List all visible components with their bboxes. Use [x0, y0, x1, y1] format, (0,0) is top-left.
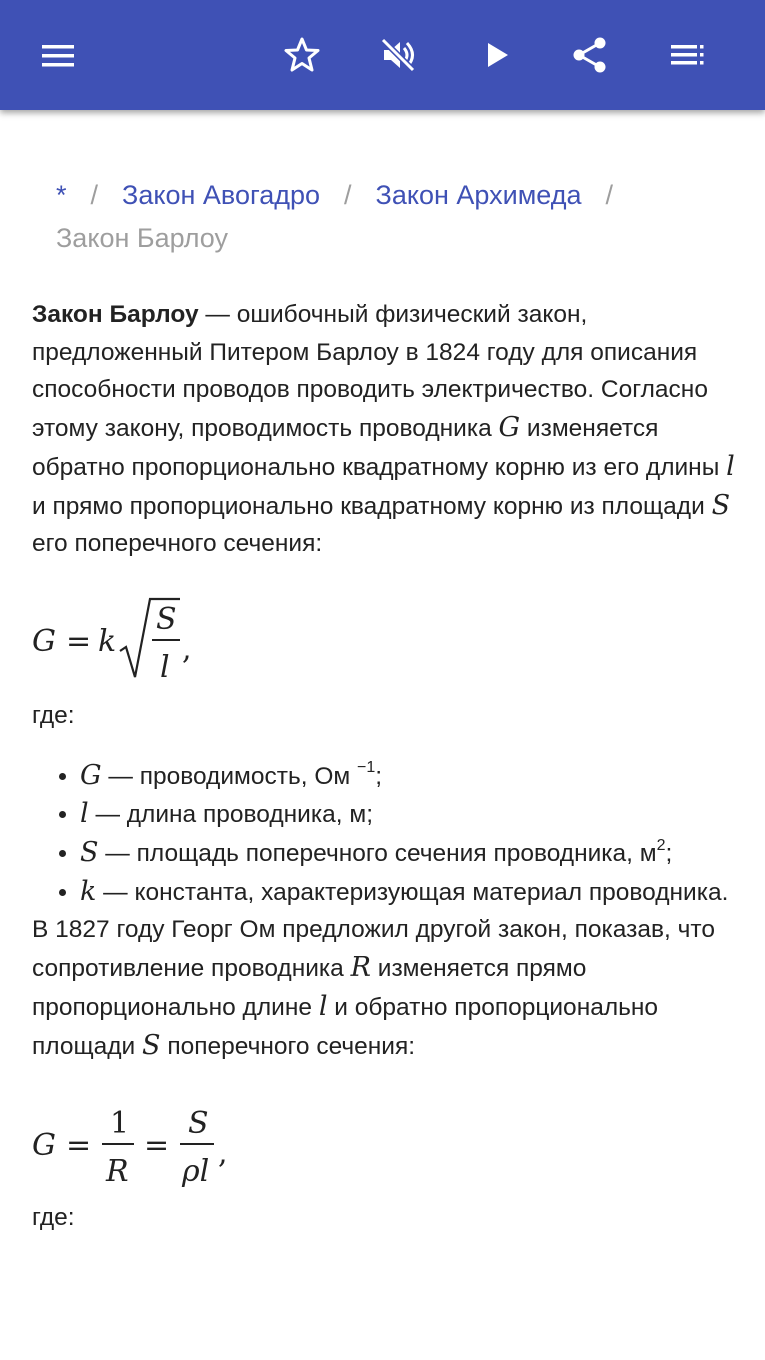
superscript: 2 [656, 836, 666, 854]
paragraph-text: В 1827 году Георг Ом предложил другой закон, показав, что сопротивление проводника [32, 916, 715, 983]
formula-num-1: 1 [110, 1106, 130, 1142]
math-var: S [80, 837, 99, 869]
volume-off-icon [378, 35, 418, 75]
paragraph-text: и обратно пропорционально площади [32, 993, 659, 1060]
formula-den-R: R [106, 1154, 129, 1190]
share-button[interactable] [566, 31, 614, 79]
bookmark-button[interactable] [278, 31, 326, 79]
definition-text: — площадь поперечного сечения проводника, м [98, 840, 657, 868]
math-var: R [350, 952, 371, 984]
breadcrumb-separator: / [605, 180, 613, 210]
definition-tail: ; [665, 840, 673, 868]
where-label: где: [32, 701, 75, 729]
list-item [80, 757, 737, 796]
list-item [80, 873, 737, 912]
definition-list [32, 757, 737, 912]
formula-comma: , [218, 1136, 228, 1172]
formula-den-l: l [160, 649, 170, 685]
where-label: где: [32, 1204, 75, 1232]
breadcrumb-separator: / [90, 180, 99, 210]
math-var: G [498, 412, 521, 444]
barlow-formula [32, 593, 737, 697]
play-icon [476, 35, 516, 75]
barlow-formula-svg [32, 593, 232, 697]
paragraph-text: изменяется прямо пропорционально длине [32, 955, 587, 1021]
formula-G: G [32, 1128, 56, 1164]
ohm-paragraph [32, 911, 737, 1065]
definition-text: — проводимость, Ом [101, 762, 358, 790]
breadcrumb-link-root[interactable]: * [56, 180, 67, 210]
list-item [80, 834, 737, 873]
math-var: S [711, 489, 731, 521]
breadcrumb-link-avogadro[interactable]: Закон Авогадро [122, 180, 321, 210]
intro-text: изменяется обратно пропорционально квадратному корню из его длины [32, 415, 727, 481]
math-var: l [80, 798, 89, 830]
list-icon [666, 35, 706, 75]
menu-button[interactable] [32, 31, 80, 79]
formula-G: G [32, 623, 56, 659]
superscript: −1 [357, 759, 376, 777]
bookmark-star-icon [282, 35, 322, 75]
math-var: l [726, 450, 735, 482]
formula-num-S: S [156, 601, 177, 637]
formula-eq: = [66, 623, 92, 659]
ohm-formula-svg [32, 1095, 272, 1199]
formula-eq: = [144, 1128, 170, 1164]
menu-icon [36, 35, 76, 75]
app-toolbar [0, 0, 765, 110]
math-var: k [80, 875, 97, 907]
definition-text: — константа, характеризующая материал проводника. [96, 878, 729, 906]
breadcrumb-separator: / [344, 180, 352, 210]
math-var: l [318, 990, 328, 1022]
breadcrumb-current: Закон Барлоу [56, 223, 228, 253]
breadcrumb-link-archimedes[interactable]: Закон Архимеда [375, 180, 582, 210]
intro-paragraph [32, 296, 737, 563]
article-term: Закон Барлоу [32, 301, 199, 328]
mute-button[interactable] [374, 31, 422, 79]
math-var: S [142, 1029, 161, 1061]
formula-eq: = [66, 1128, 92, 1164]
formula-k: k [98, 623, 117, 659]
intro-text: — ошибочный физический закон, предложенный Питером Барлоу в 1824 году для описания способности проводов проводить электричество. Согласно этому закону, проводимость проводника [32, 301, 708, 443]
math-var: G [80, 759, 102, 791]
paragraph-text: поперечного сечения: [160, 1032, 416, 1060]
formula-den-rho-l: ρl [182, 1154, 210, 1190]
formula-comma: , [182, 631, 192, 667]
intro-text: и прямо пропорционально квадратному корню из площади [32, 492, 712, 520]
definition-tail: ; [375, 762, 383, 790]
formula-num-S: S [188, 1106, 209, 1142]
ohm-formula [32, 1095, 737, 1199]
article-content [32, 296, 737, 1237]
share-icon [570, 35, 610, 75]
definition-text: — длина проводника, м; [88, 801, 373, 829]
contents-button[interactable] [662, 31, 710, 79]
breadcrumb [56, 174, 736, 260]
intro-text: его поперечного сечения: [32, 530, 323, 558]
play-button[interactable] [472, 31, 520, 79]
list-item [80, 795, 737, 834]
